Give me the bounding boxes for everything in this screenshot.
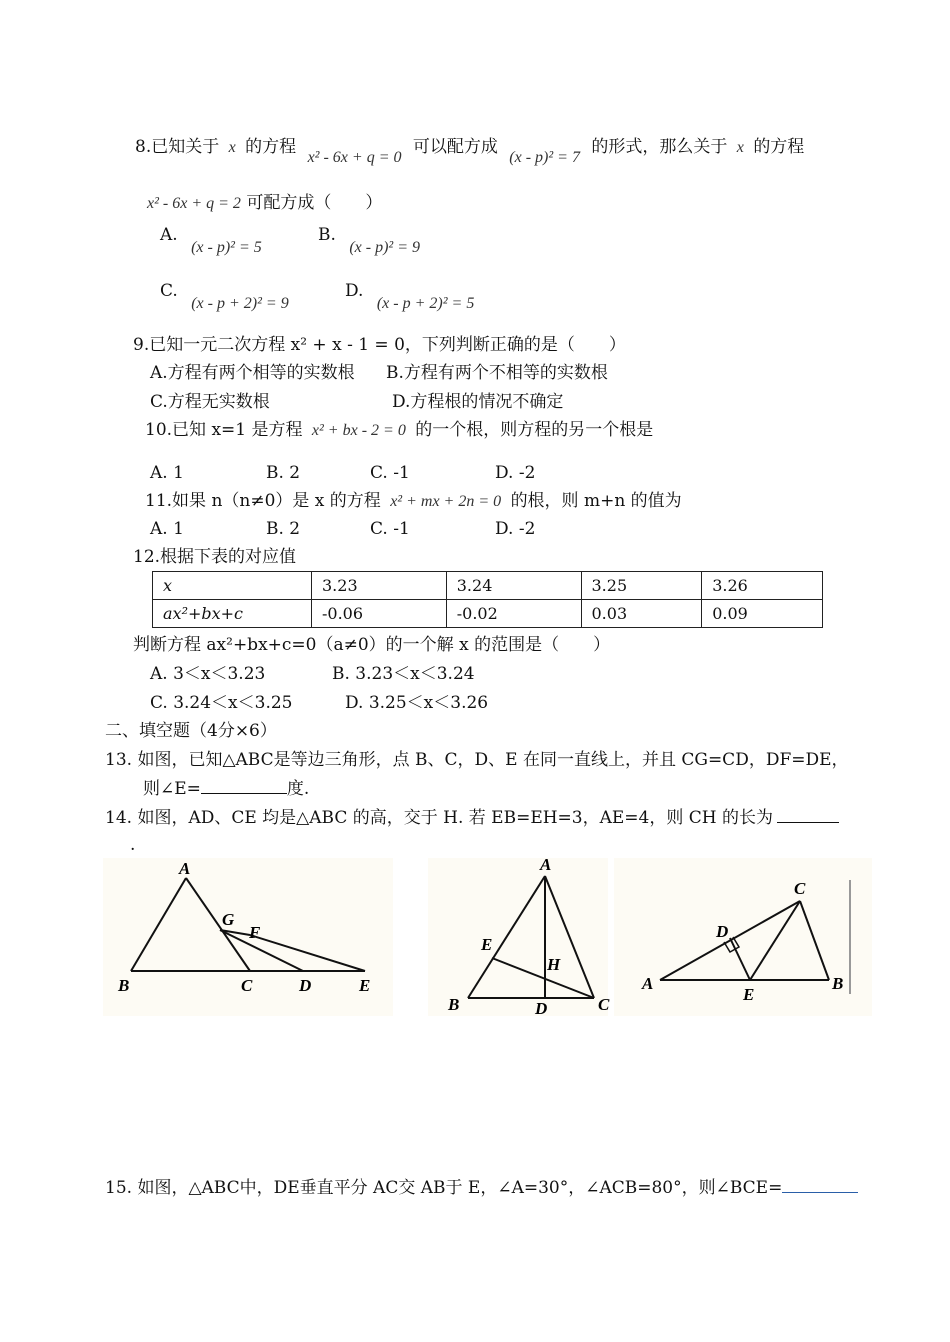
q15-line: 15. 如图，△ABC中，DE垂直平分 AC交 AB于 E，∠A=30°，∠ACB=80°，则∠BCE= bbox=[105, 1176, 858, 1199]
q9-option-d: D.方程根的情况不确定 bbox=[392, 392, 564, 412]
label-e: E bbox=[359, 976, 371, 995]
q9-option-a: A.方程有两个相等的实数根 bbox=[150, 363, 355, 383]
q10-option-a: A. 1 bbox=[150, 463, 184, 483]
q11-option-d: D. -2 bbox=[495, 519, 536, 539]
label-e: E bbox=[481, 935, 493, 954]
figure-1 bbox=[103, 858, 393, 1016]
q8-option-d: D. (x - p + 2)² = 5 bbox=[345, 281, 475, 312]
figure-2-svg bbox=[428, 855, 610, 1018]
q8-option-a: A. (x - p)² = 5 bbox=[160, 225, 262, 256]
label-c: C bbox=[241, 976, 253, 995]
label-h: H bbox=[547, 955, 561, 974]
q12-question: 判断方程 ax²+bx+c=0（a≠0）的一个解 x 的范围是（ ） bbox=[133, 635, 611, 655]
figure-3 bbox=[614, 858, 872, 1016]
label-a: A bbox=[642, 974, 654, 993]
label-d: D bbox=[299, 976, 312, 995]
label-b: B bbox=[118, 976, 130, 995]
q11-option-b: B. 2 bbox=[266, 519, 301, 539]
q10-stem: 10.已知 x=1 是方程 x² + bx - 2 = 0 的一个根，则方程的另一个根是 bbox=[145, 420, 654, 440]
q10-equation: x² + bx - 2 = 0 bbox=[311, 422, 406, 439]
q12-stem: 12.根据下表的对应值 bbox=[133, 547, 297, 567]
figure-3-svg bbox=[614, 858, 872, 1016]
table-row: ax²+bx+c -0.06 -0.02 0.03 0.09 bbox=[153, 600, 823, 628]
table-row: x 3.23 3.24 3.25 3.26 bbox=[153, 572, 823, 600]
figure-1-svg bbox=[103, 858, 393, 1016]
q12-option-a: A. 3＜x＜3.23 bbox=[150, 664, 266, 684]
label-f: F bbox=[249, 923, 261, 942]
label-a: A bbox=[540, 855, 552, 874]
q13-line1: 13. 如图，已知△ABC是等边三角形，点 B、C，D、E 在同一直线上，并且 CG=CD，DF=DE， bbox=[105, 750, 849, 770]
q8-equation3: x² - 6x + q = 2 bbox=[147, 195, 241, 212]
q9-option-b: B.方程有两个不相等的实数根 bbox=[386, 363, 608, 383]
label-b: B bbox=[832, 974, 844, 993]
value-table bbox=[152, 571, 823, 628]
q15-answer-blank[interactable] bbox=[782, 1176, 858, 1193]
label-d: D bbox=[535, 999, 548, 1018]
q8-equation1: x² - 6x + q = 0 bbox=[307, 149, 402, 166]
q8-equation2: (x - p)² = 7 bbox=[509, 149, 580, 166]
q8-label: 8.已知关于 bbox=[135, 137, 220, 157]
label-d: D bbox=[716, 922, 729, 941]
q8-line2: x² - 6x + q = 2 可配方成（ ） bbox=[147, 193, 383, 213]
q11-stem: 11.如果 n（n≠0）是 x 的方程 x² + mx + 2n = 0 的根，则 m+n 的值为 bbox=[145, 491, 682, 511]
q13-line2: 则∠E= 度. bbox=[143, 779, 310, 799]
q14-line2: . bbox=[130, 835, 136, 855]
q9-stem: 9.已知一元二次方程 x² + x - 1 = 0，下列判断正确的是（ ） bbox=[133, 335, 626, 355]
q12-option-c: C. 3.24＜x＜3.25 bbox=[150, 693, 293, 713]
label-e: E bbox=[743, 985, 755, 1004]
q14-line1: 14. 如图，AD、CE 均是△ABC 的高，交于 H. 若 EB=EH=3，AE=4，则 CH 的长为 bbox=[105, 806, 839, 829]
q12-option-b: B. 3.23＜x＜3.24 bbox=[332, 664, 475, 684]
figure-2 bbox=[428, 855, 610, 1018]
label-b: B bbox=[448, 995, 460, 1014]
q9-option-c: C.方程无实数根 bbox=[150, 392, 270, 412]
label-g: G bbox=[222, 910, 235, 929]
q10-option-c: C. -1 bbox=[370, 463, 410, 483]
q13-answer-blank[interactable] bbox=[201, 777, 287, 794]
q11-option-c: C. -1 bbox=[370, 519, 410, 539]
q12-option-d: D. 3.25＜x＜3.26 bbox=[345, 693, 489, 713]
q8-option-b: B. (x - p)² = 9 bbox=[318, 225, 420, 256]
label-c: C bbox=[598, 995, 610, 1014]
q11-equation: x² + mx + 2n = 0 bbox=[390, 493, 502, 510]
q14-answer-blank[interactable] bbox=[777, 806, 839, 823]
label-a: A bbox=[179, 859, 191, 878]
label-c: C bbox=[794, 879, 806, 898]
q10-option-d: D. -2 bbox=[495, 463, 536, 483]
section-heading: 二、填空题（4分×6） bbox=[105, 721, 277, 741]
q8-line1: 8.已知关于 x 的方程 x² - 6x + q = 0 可以配方成 (x - p)² = 7 的形式，那么关于 x 的方程 bbox=[135, 137, 805, 166]
q10-option-b: B. 2 bbox=[266, 463, 301, 483]
q8-option-c: C. (x - p + 2)² = 9 bbox=[160, 281, 289, 312]
q11-option-a: A. 1 bbox=[150, 519, 184, 539]
